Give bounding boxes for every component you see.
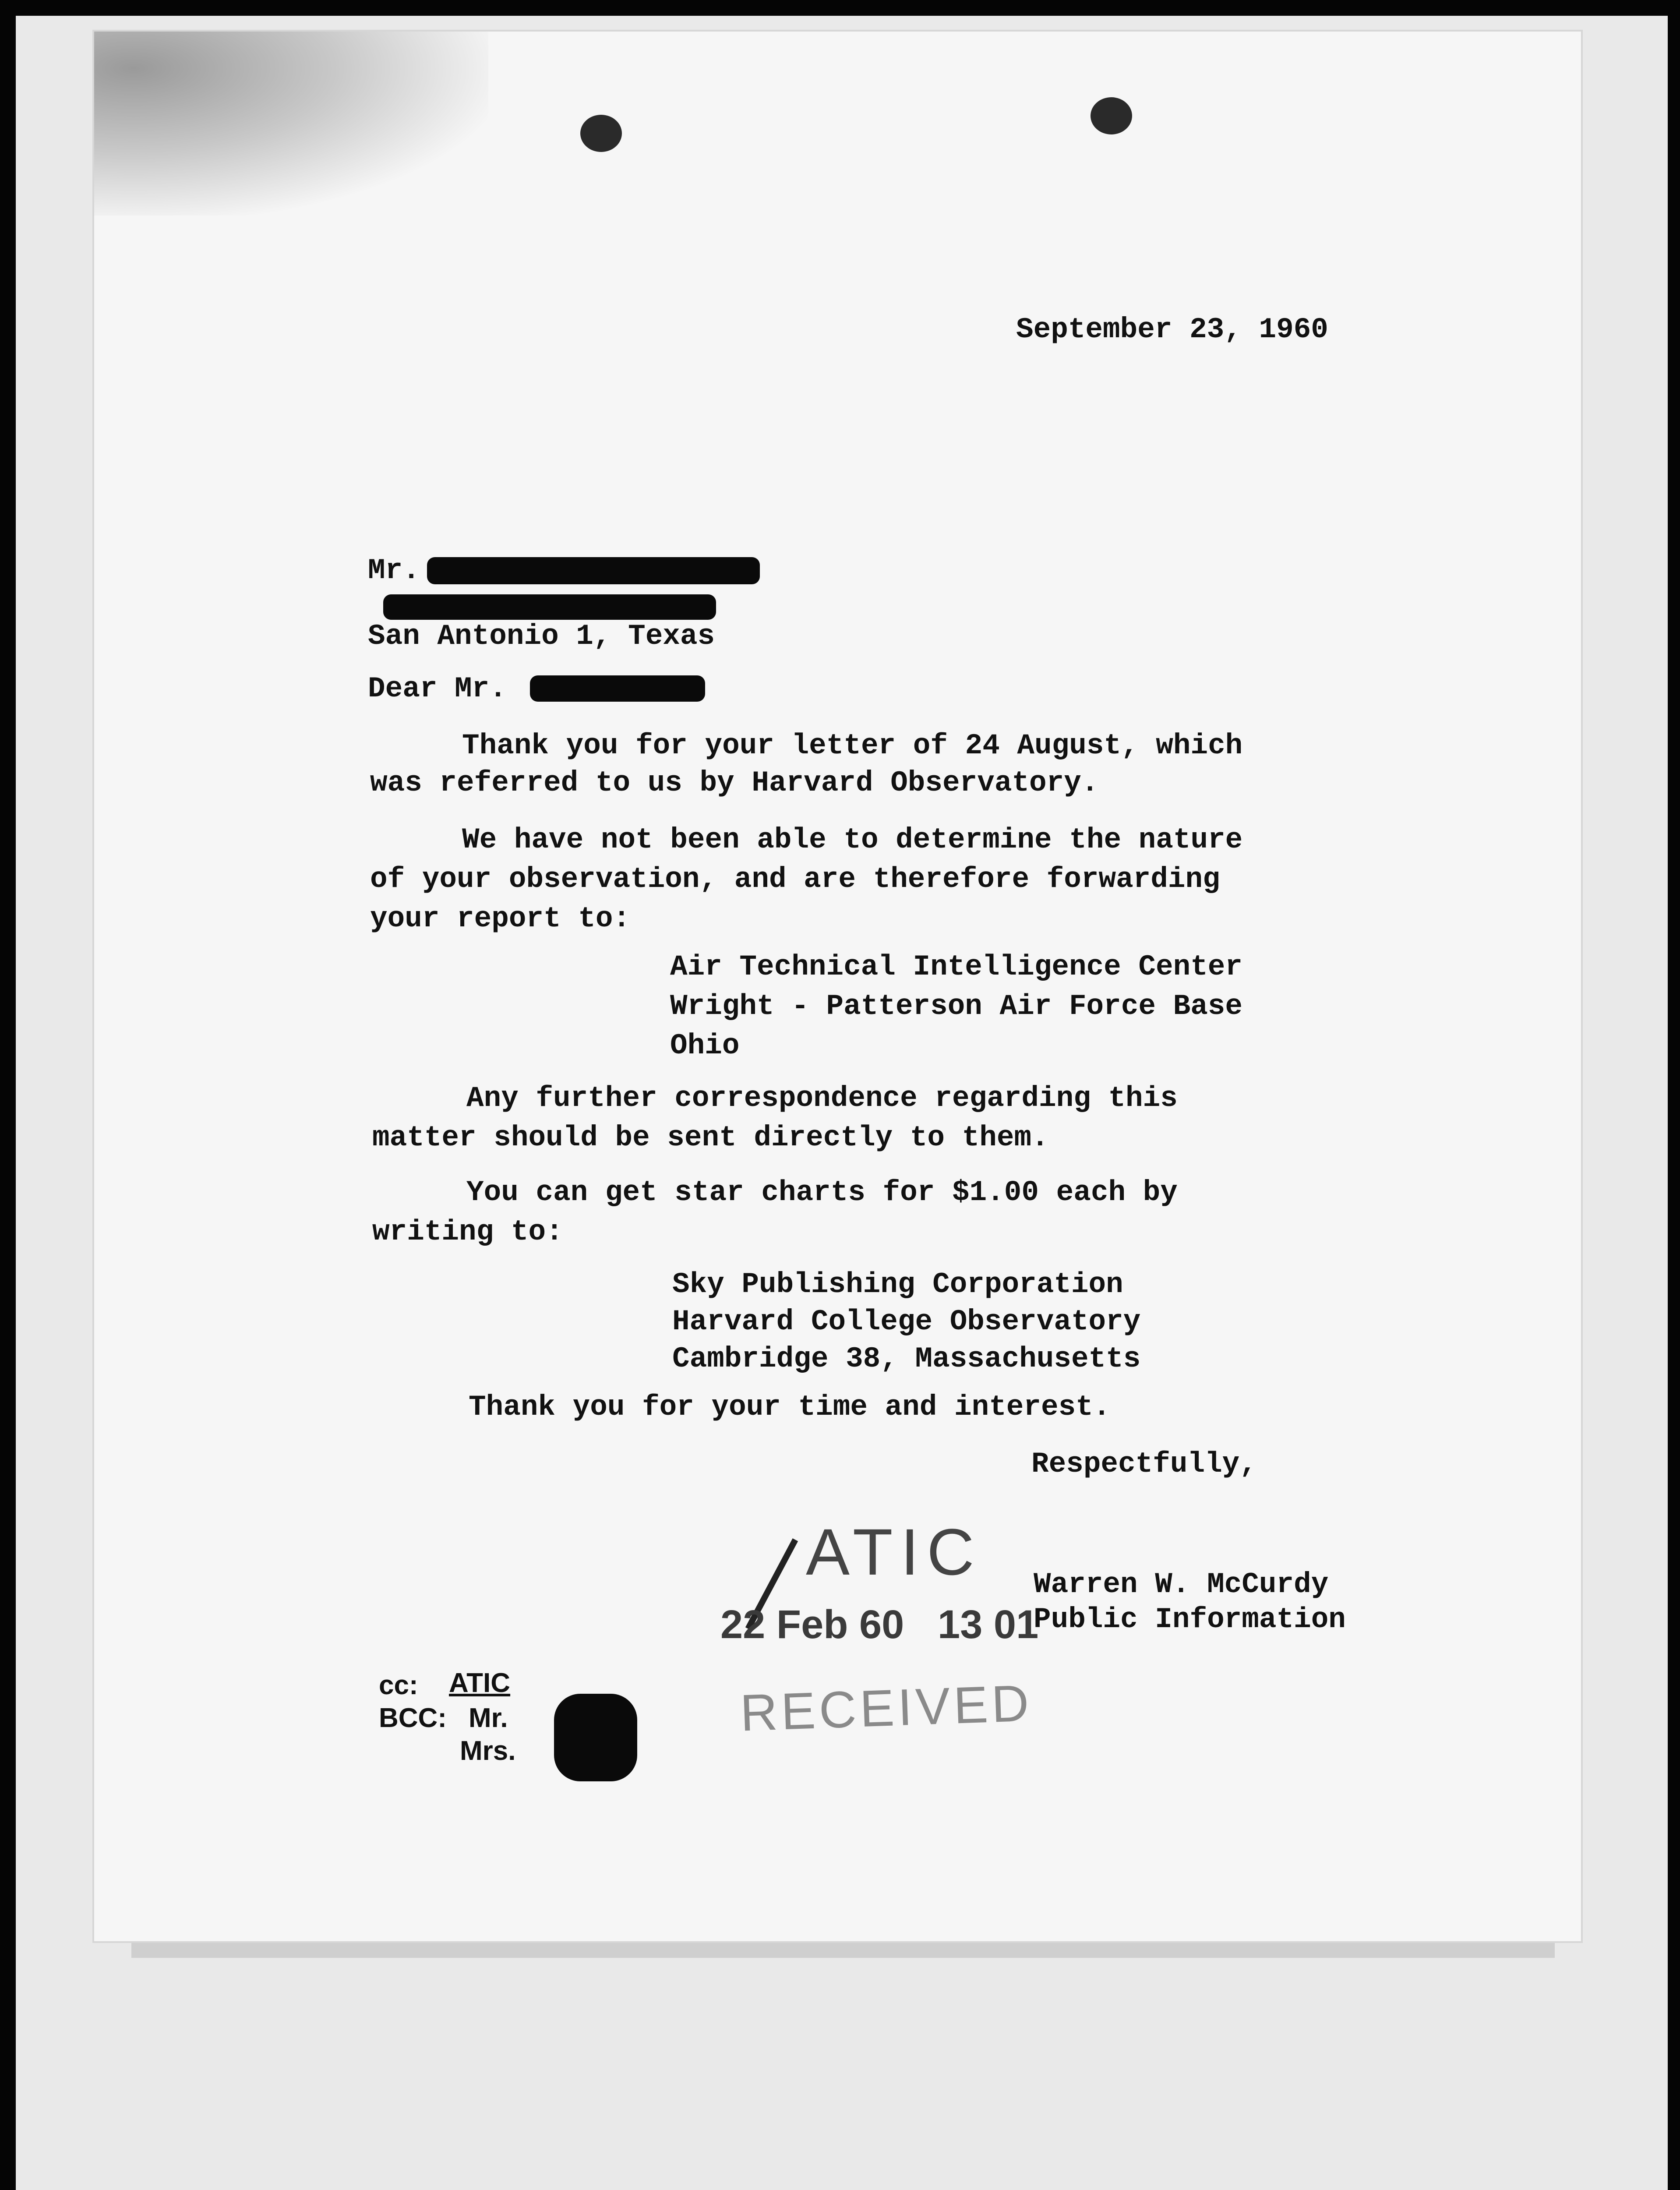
signature-name: Warren W. McCurdy: [1034, 1568, 1329, 1601]
paragraph-4-line-1: You can get star charts for $1.00 each by: [466, 1176, 1178, 1209]
sheet-shadow: [131, 1940, 1555, 1958]
bcc-line-2: Mrs.: [460, 1736, 516, 1766]
redacted-greeting-name: [530, 675, 705, 702]
closing: Respectfully,: [1031, 1448, 1257, 1480]
cc-label: cc:: [379, 1670, 418, 1700]
paragraph-3-line-1: Any further correspondence regarding this: [466, 1082, 1178, 1115]
greeting: Dear Mr.: [368, 672, 507, 705]
paragraph-2-line-2: of your observation, and are therefore forwarding: [370, 863, 1220, 896]
paragraph-4-line-2: writing to:: [372, 1215, 563, 1248]
address-salutation: Mr.: [368, 554, 420, 587]
redacted-name: [427, 557, 760, 584]
letter-date: September 23, 1960: [1016, 313, 1328, 346]
paragraph-5-line-1: Thank you for your time and interest.: [469, 1391, 1111, 1424]
bcc-line-1: Mr.: [469, 1703, 508, 1733]
paragraph-1-line-2: was referred to us by Harvard Observatory.: [370, 766, 1099, 799]
stamp-agency: ATIC: [806, 1515, 982, 1589]
signature-title: Public Information: [1034, 1603, 1346, 1636]
redacted-bcc-names: [554, 1694, 637, 1781]
corner-shading: [94, 32, 488, 215]
letter-sheet: [94, 32, 1581, 1941]
publisher-address-line-3: Cambridge 38, Massachusetts: [672, 1342, 1141, 1375]
publisher-address-line-1: Sky Publishing Corporation: [672, 1268, 1123, 1301]
address-city: San Antonio 1, Texas: [368, 620, 715, 653]
punch-hole-right: [1091, 97, 1132, 134]
punch-hole-left: [580, 115, 622, 152]
paragraph-2-line-3: your report to:: [370, 902, 631, 935]
forward-address-line-3: Ohio: [670, 1029, 740, 1062]
paragraph-2-line-1: We have not been able to determine the nature: [462, 823, 1243, 856]
stamp-received: RECEIVED: [739, 1674, 1034, 1742]
stamp-date-time: 22 Feb 60 13 01: [720, 1602, 1039, 1647]
paragraph-3-line-2: matter should be sent directly to them.: [372, 1121, 1049, 1154]
paragraph-1-line-1: Thank you for your letter of 24 August, which: [462, 729, 1243, 762]
cc-value: ATIC: [449, 1668, 511, 1698]
forward-address-line-1: Air Technical Intelligence Center: [670, 950, 1243, 983]
bcc-label: BCC:: [379, 1703, 447, 1733]
publisher-address-line-2: Harvard College Observatory: [672, 1305, 1141, 1338]
forward-address-line-2: Wright - Patterson Air Force Base: [670, 990, 1243, 1023]
